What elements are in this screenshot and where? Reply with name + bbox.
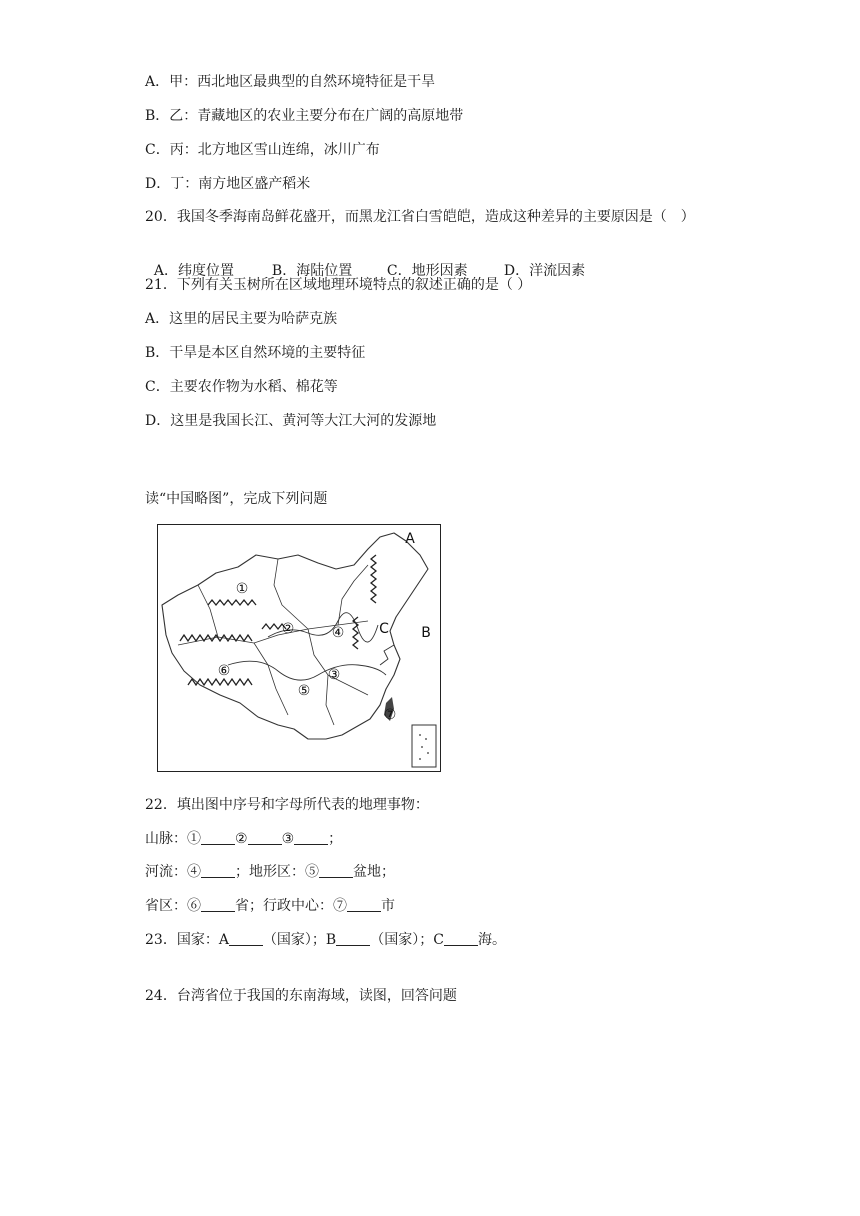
q23-b-end: （国家）；C bbox=[370, 932, 444, 948]
map-label-3: ③ bbox=[327, 667, 341, 683]
rivers-label: 河流： bbox=[145, 864, 187, 880]
china-map-svg bbox=[158, 525, 440, 771]
map-label-7: ⑦ bbox=[383, 707, 397, 723]
q20-option-c: C．地形因素 bbox=[386, 263, 468, 279]
blank-province-6[interactable] bbox=[201, 897, 235, 912]
marker-6: ⑥ bbox=[187, 898, 201, 914]
map-label-4: ④ bbox=[331, 625, 345, 641]
south-china-sea-inset bbox=[412, 725, 436, 767]
map-label-2: ② bbox=[281, 621, 295, 637]
internal-boundary bbox=[254, 643, 288, 715]
mountain-range bbox=[180, 635, 252, 641]
blank-country-a[interactable] bbox=[229, 931, 263, 946]
q21-option-a: A．这里的居民主要为哈萨克族 bbox=[145, 311, 338, 327]
q21-option-c: C．主要农作物为水稻、棉花等 bbox=[145, 379, 338, 395]
marker-3: ③ bbox=[281, 831, 295, 847]
mountain-range bbox=[188, 679, 252, 685]
q23-line bbox=[145, 930, 506, 950]
blank-sea-c[interactable] bbox=[444, 931, 478, 946]
map-label-C: C bbox=[379, 621, 389, 637]
q20-option-d: D．洋流因素 bbox=[503, 263, 586, 279]
q23-prefix: 23．国家：A bbox=[145, 932, 229, 948]
q20-option-b: B．海陆位置 bbox=[271, 263, 353, 279]
q23-a-end: （国家）；B bbox=[262, 932, 337, 948]
mountain-range bbox=[371, 555, 376, 603]
terrain-end: 盆地； bbox=[353, 864, 395, 880]
admin-label: 省；行政中心： bbox=[235, 898, 333, 914]
mountains-end: ； bbox=[328, 831, 343, 847]
marker-1: ① bbox=[187, 831, 201, 847]
q22-stem: 22．填出图中序号和字母所代表的地理事物： bbox=[145, 797, 429, 813]
mountain-range bbox=[208, 600, 256, 605]
marker-7: ⑦ bbox=[333, 898, 347, 914]
q19-option-c: C．丙：北方地区雪山连绵，冰川广布 bbox=[145, 142, 380, 158]
map-intro: 读“中国略图”，完成下列问题 bbox=[145, 491, 328, 507]
q21-option-d: D．这里是我国长江、黄河等大江大河的发源地 bbox=[145, 413, 437, 429]
internal-boundary bbox=[338, 565, 368, 625]
blank-mountain-2[interactable] bbox=[248, 830, 282, 845]
q20-option-a: A．纬度位置 bbox=[153, 263, 235, 279]
q19-option-b: B．乙：青藏地区的农业主要分布在广阔的高原地带 bbox=[145, 108, 464, 124]
q21-stem: 21．下列有关玉树所在区域地理环境特点的叙述正确的是（ ） bbox=[145, 277, 532, 293]
internal-boundary bbox=[198, 585, 218, 637]
marker-5: ⑤ bbox=[305, 864, 319, 880]
river bbox=[228, 661, 386, 680]
q20-stem: 20．我国冬季海南岛鲜花盛开，而黑龙江省白雪皑皑，造成这种差异的主要原因是（ ） bbox=[145, 209, 695, 225]
internal-boundary bbox=[274, 559, 308, 629]
q23-c-end: 海。 bbox=[477, 932, 506, 948]
blank-mountain-1[interactable] bbox=[201, 830, 235, 845]
map-label-5: ⑤ bbox=[297, 683, 311, 699]
q19-option-d: D．丁：南方地区盛产稻米 bbox=[145, 176, 311, 192]
coast bbox=[380, 645, 394, 665]
admin-end: 市 bbox=[381, 898, 395, 914]
map-label-6: ⑥ bbox=[217, 663, 231, 679]
china-sketch-map bbox=[157, 524, 441, 772]
marker-2: ② bbox=[235, 831, 248, 847]
blank-mountain-3[interactable] bbox=[294, 830, 328, 845]
q22-rivers-line bbox=[145, 862, 395, 882]
blank-terrain-5[interactable] bbox=[319, 863, 353, 878]
terrain-label: ；地形区： bbox=[235, 864, 305, 880]
blank-river-4[interactable] bbox=[201, 863, 235, 878]
marker-4: ④ bbox=[187, 864, 201, 880]
q19-option-a: A．甲：西北地区最典型的自然环境特征是干旱 bbox=[145, 74, 436, 90]
q24-stem: 24．台湾省位于我国的东南海域，读图，回答问题 bbox=[145, 988, 457, 1004]
map-label-1: ① bbox=[235, 581, 249, 597]
mountains-label: 山脉： bbox=[145, 831, 187, 847]
blank-country-b[interactable] bbox=[336, 931, 370, 946]
blank-admin-7[interactable] bbox=[347, 897, 381, 912]
q22-province-line bbox=[145, 896, 395, 916]
q22-mountains-line bbox=[145, 829, 342, 849]
province-label: 省区： bbox=[145, 898, 187, 914]
map-label-B: B bbox=[421, 625, 431, 641]
map-label-A: A bbox=[405, 531, 415, 547]
q21-option-b: B．干旱是本区自然环境的主要特征 bbox=[145, 345, 366, 361]
